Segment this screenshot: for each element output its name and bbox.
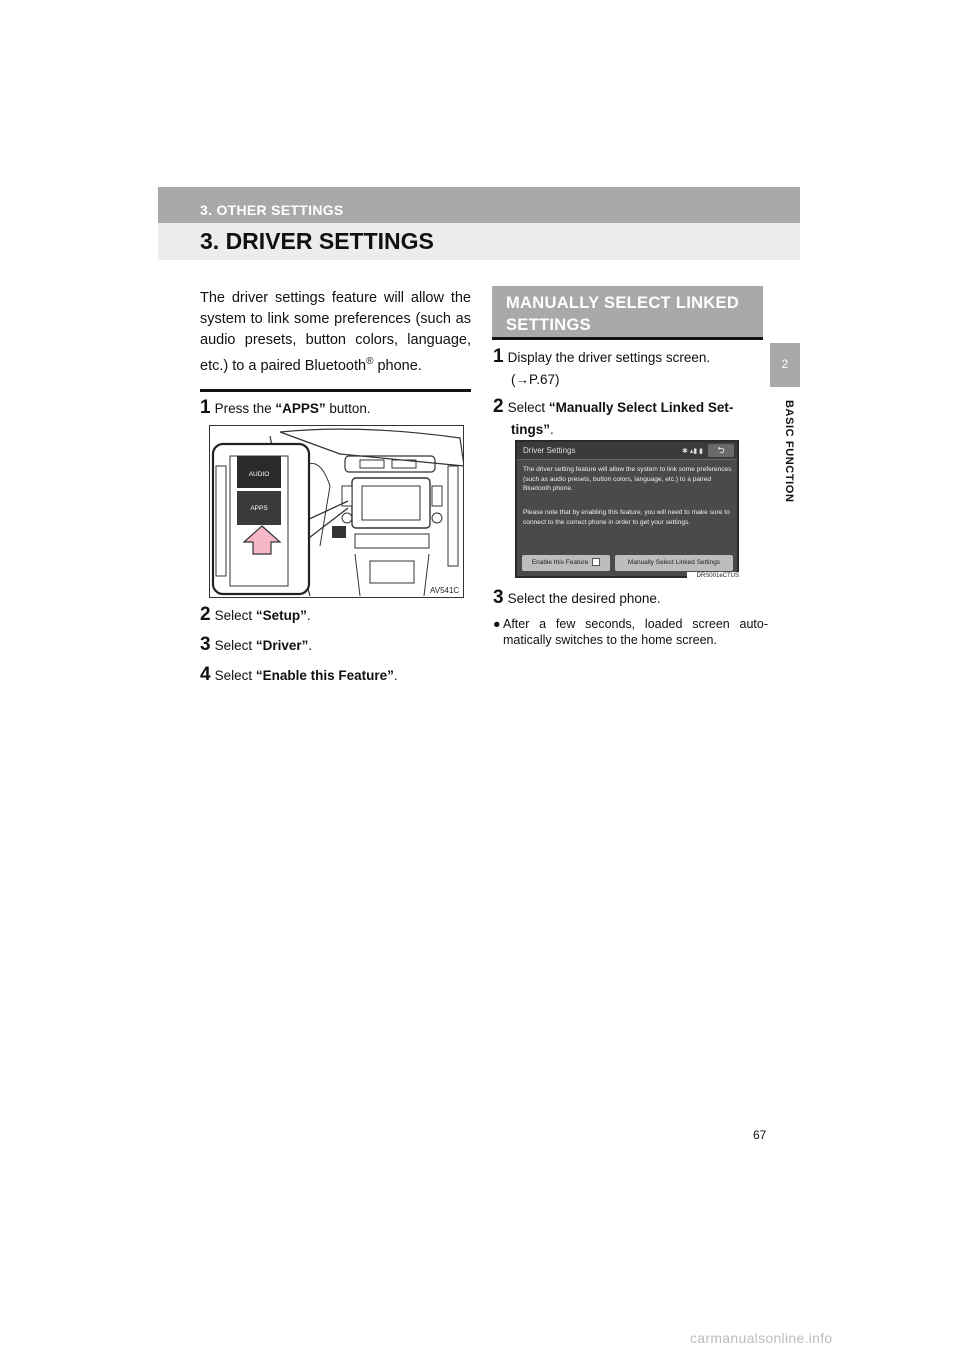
dashboard-drawing [210,426,464,598]
left-step-1: 1 Press the “APPS” button. [200,397,371,418]
enable-feature-button[interactable]: Enable this Feature [522,555,610,571]
page-title: 3. DRIVER SETTINGS [200,228,434,254]
screen-paragraph-2: Please note that by enabling this feature, you will need to make sure to connect to the correct phone in order to get your settings. [523,509,730,526]
manual-heading: MANUALLY SELECT LINKED SETTINGS [506,294,740,334]
status-icons: ✱ ▴▮ ▮ [682,448,703,455]
page-title-bar [158,223,800,260]
checkbox-icon [592,558,600,566]
manually-select-button[interactable]: Manually Select Linked Settings [615,555,733,571]
left-step-2: 2 Select “Setup”. [200,604,311,625]
manual-heading-box [492,286,763,340]
right-step-2: 2 Select “Manually Select Linked Set- tings”. [493,396,734,437]
right-step-3: 3 Select the desired phone. [493,587,661,608]
chapter-tab [770,343,800,387]
section-header-bar [158,187,800,223]
screen-title: Driver Settings [523,446,576,455]
section-label: 3. OTHER SETTINGS [200,202,344,218]
dashboard-illustration [209,425,464,598]
bullet-text: After a few seconds, loaded screen auto-matically switches to the home screen. [503,617,768,647]
registered-mark: ® [366,356,374,367]
apps-button-label: APPS [250,505,268,512]
bullet-note [493,616,768,648]
intro-text: The driver settings feature will allow the system to link some preferences (such as audio presets, button colors, language, etc.) to a paired Bluetooth® phone. [200,290,471,374]
screen-paragraph-1: The driver setting feature will allow the system to link some preferences (such as audio presets, button colors, language, etc.) to a paired Bluetooth phone. [523,466,732,492]
chapter-number: 2 [781,357,789,371]
driver-settings-screen [515,440,739,578]
page-number: 67 [753,1128,767,1142]
left-step-4: 4 Select “Enable this Feature”. [200,664,398,685]
screen-code: DRS001eCTUS [687,572,739,581]
watermark: carmanualsonline.info [690,1330,833,1346]
intro-box [200,285,471,392]
left-step-3: 3 Select “Driver”. [200,634,313,655]
audio-button-label: AUDIO [248,471,270,478]
figure-code: AV541C [430,586,460,595]
back-icon[interactable]: ⮌ [708,444,734,457]
bullet-icon: ● [493,617,501,631]
screen-title-bar [517,442,737,460]
chapter-label: BASIC FUNCTION [783,400,795,503]
right-step-1: 1 Display the driver settings screen. (→P.67) [493,346,711,387]
